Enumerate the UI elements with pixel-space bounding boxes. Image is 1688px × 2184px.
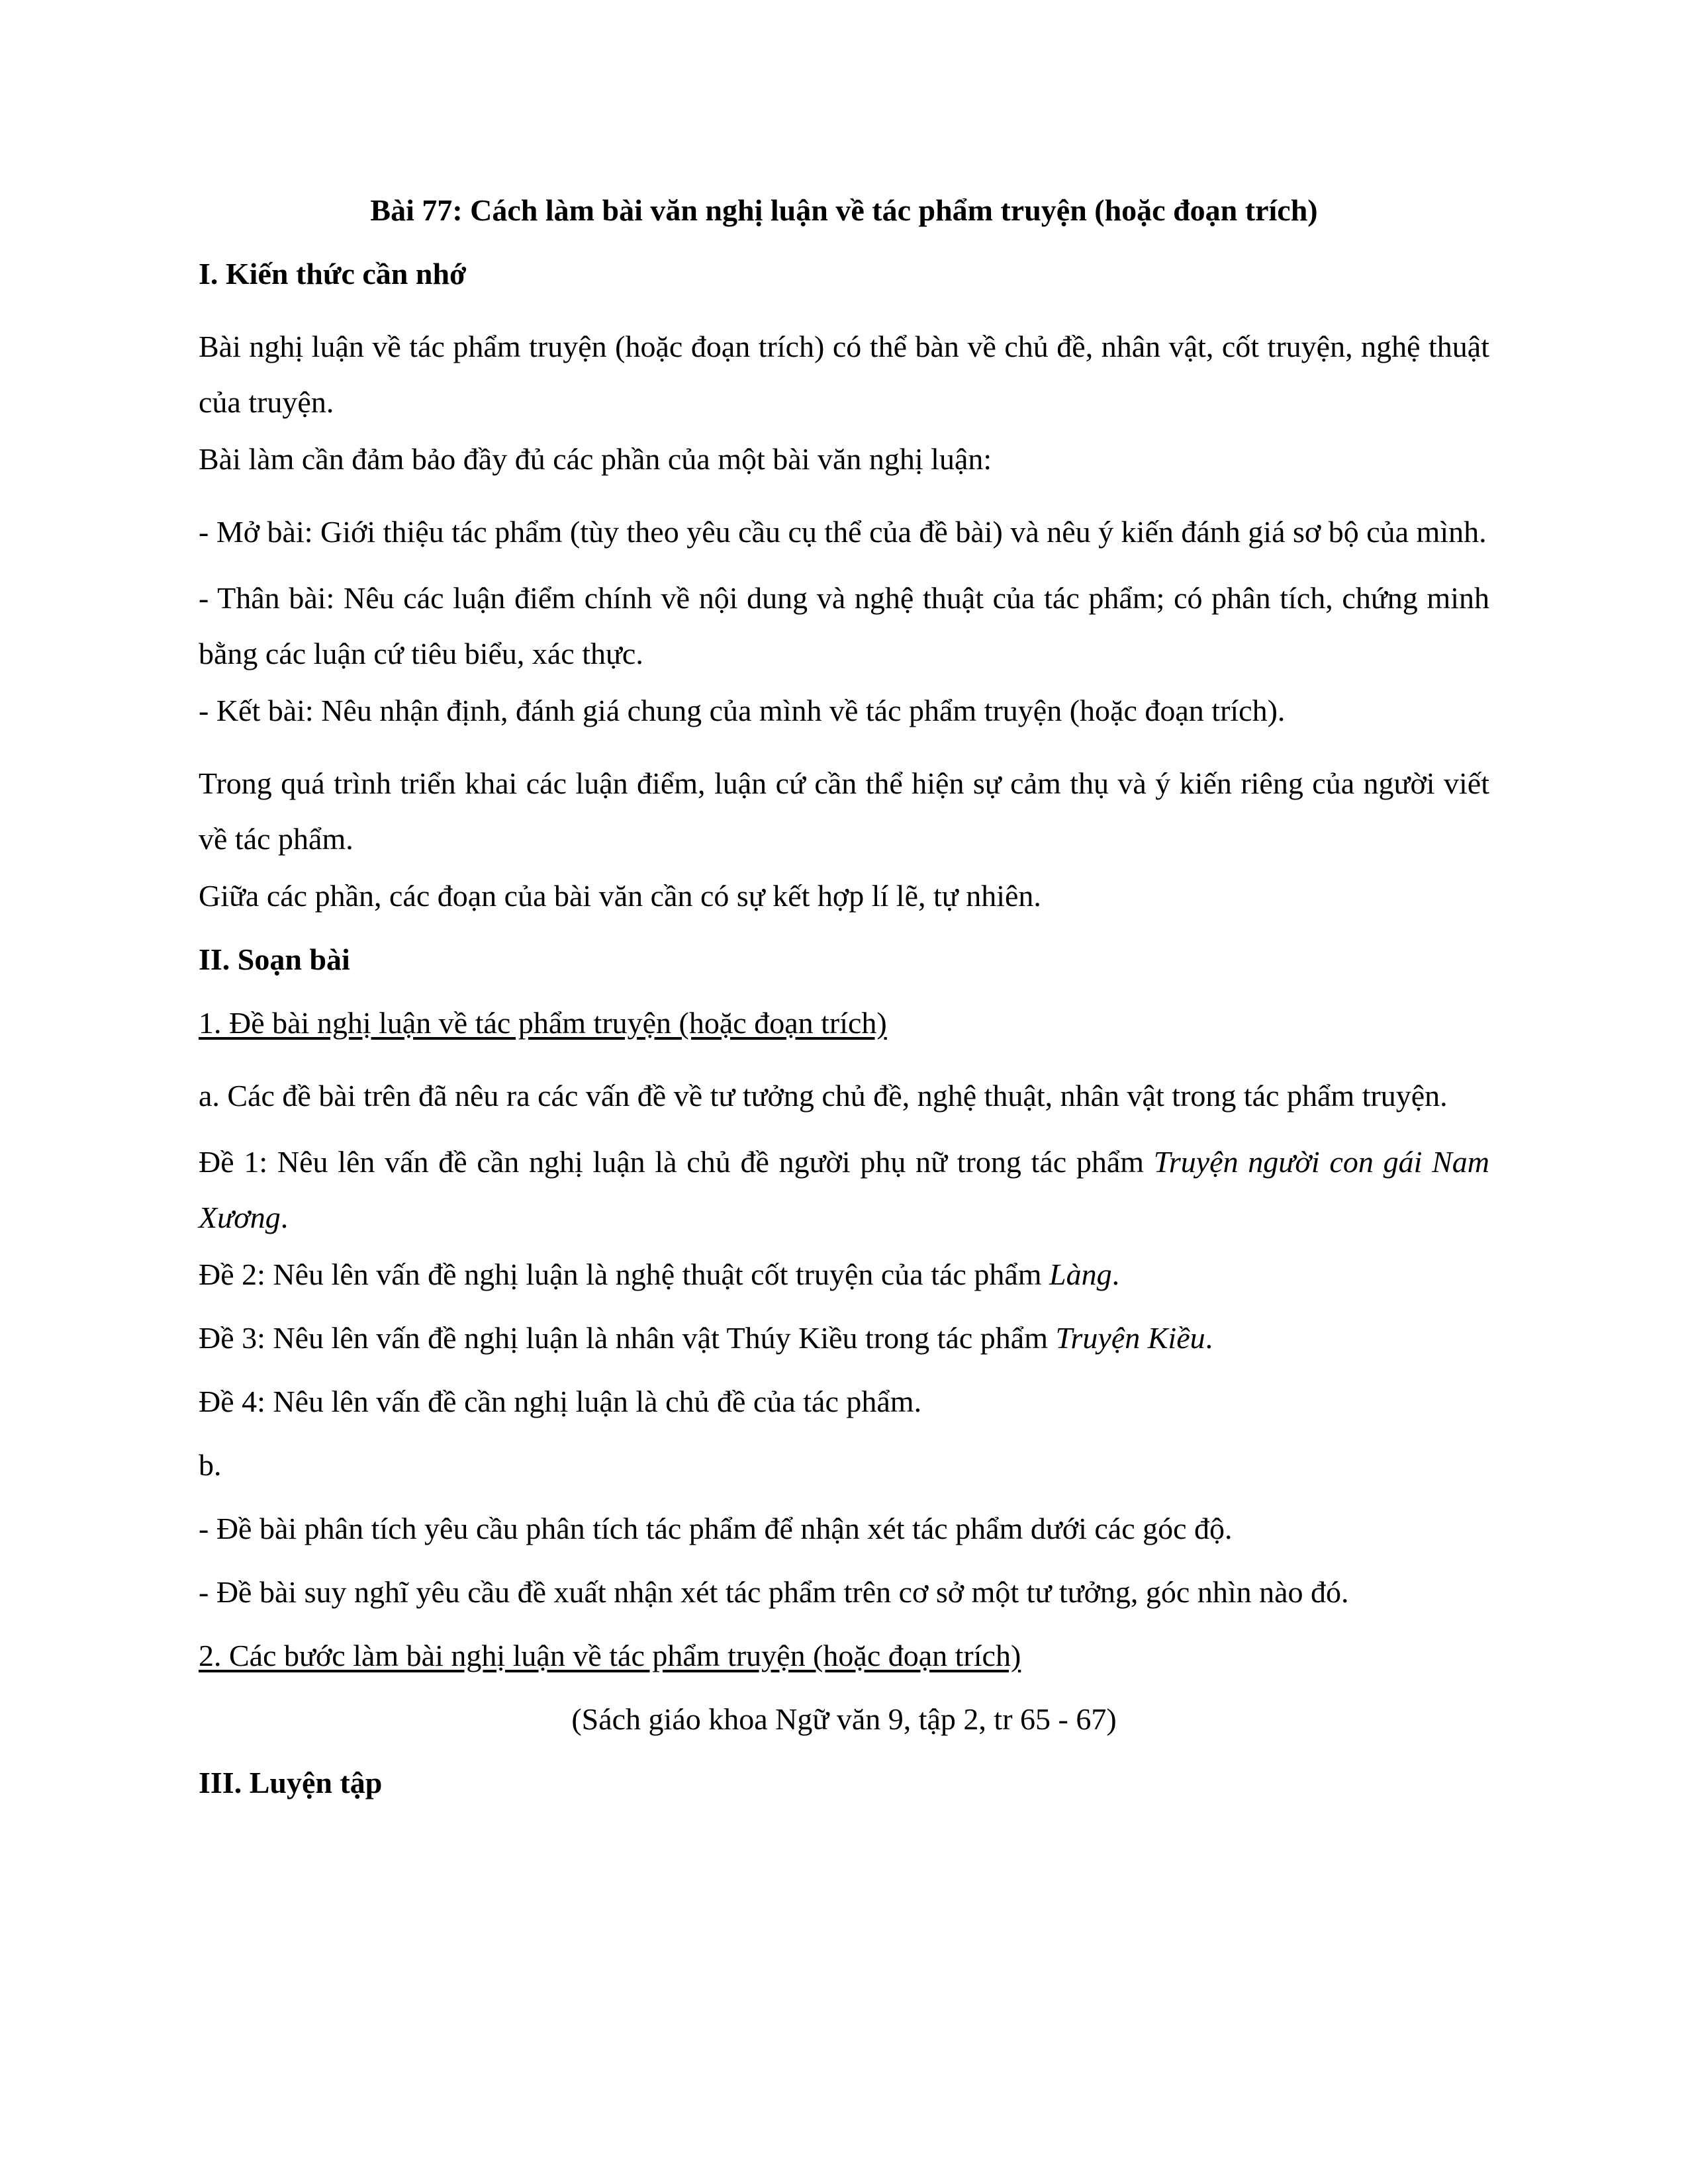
paragraph-de-2 xyxy=(199,1256,1489,1293)
de-3-text: Đề 3: Nêu lên vấn đề nghị luận là nhân vật Thúy Kiều trong tác phẩm xyxy=(199,1321,1056,1355)
de-3-work-title: Truyện Kiều xyxy=(1055,1321,1205,1355)
de-2-work-title: Làng xyxy=(1049,1257,1112,1291)
de-2-text: Đề 2: Nêu lên vấn đề nghị luận là nghệ thuật cốt truyện của tác phẩm xyxy=(199,1257,1050,1291)
section-heading-luyen-tap: III. Luyện tập xyxy=(199,1766,383,1799)
section-heading-soan-bai: II. Soạn bài xyxy=(199,942,350,976)
document-title: Bài 77: Cách làm bài văn nghị luận về tác phẩm truyện (hoặc đoạn trích) xyxy=(370,193,1318,227)
paragraph-ket-bai: - Kết bài: Nêu nhận định, đánh giá chung của mình về tác phẩm truyện (hoặc đoạn trích). xyxy=(199,694,1286,727)
subheading-cac-buoc: 2. Các bước làm bài nghị luận về tác phẩm truyện (hoặc đoạn trích) xyxy=(199,1639,1021,1672)
paragraph-b-suy-nghi: - Đề bài suy nghĩ yêu cầu đề xuất nhận xét tác phẩm trên cơ sở một tư tưởng, góc nhìn nào đó. xyxy=(199,1575,1349,1609)
paragraph-trien-khai: Trong quá trình triển khai các luận điểm, luận cứ cần thể hiện sự cảm thụ và ý kiến riêng của người viết về tác phẩm. xyxy=(199,766,1489,856)
de-1-period: . xyxy=(280,1201,289,1234)
paragraph-requirements: Bài làm cần đảm bảo đầy đủ các phần của một bài văn nghị luận: xyxy=(199,442,992,476)
paragraph-mo-bai: - Mở bài: Giới thiệu tác phẩm (tùy theo yêu cầu cụ thể của đề bài) và nêu ý kiến đánh giá sơ bộ của mình. xyxy=(199,515,1487,549)
textbook-reference: (Sách giáo khoa Ngữ văn 9, tập 2, tr 65 - 67) xyxy=(571,1702,1117,1736)
subheading-de-bai: 1. Đề bài nghị luận về tác phẩm truyện (hoặc đoạn trích) xyxy=(199,1006,887,1040)
paragraph-de-4: Đề 4: Nêu lên vấn đề cần nghị luận là chủ đề của tác phẩm. xyxy=(199,1385,922,1418)
paragraph-than-bai: - Thân bài: Nêu các luận điểm chính về nội dung và nghệ thuật của tác phẩm; có phân tích, chứng minh bằng các luận cứ tiêu biểu, xác thực. xyxy=(199,581,1489,670)
de-3-period: . xyxy=(1205,1321,1213,1355)
document-page xyxy=(199,192,1489,1828)
paragraph-de-3 xyxy=(199,1320,1489,1357)
paragraph-b-phan-tich: - Đề bài phân tích yêu cầu phân tích tác phẩm để nhận xét tác phẩm dưới các góc độ. xyxy=(199,1512,1233,1545)
paragraph-b: b. xyxy=(199,1448,222,1482)
paragraph-ket-hop: Giữa các phần, các đoạn của bài văn cần có sự kết hợp lí lẽ, tự nhiên. xyxy=(199,879,1041,913)
paragraph-de-1 xyxy=(199,1134,1489,1246)
paragraph-a: a. Các đề bài trên đã nêu ra các vấn đề về tư tưởng chủ đề, nghệ thuật, nhân vật trong tác phẩm truyện. xyxy=(199,1079,1448,1113)
de-1-text: Đề 1: Nêu lên vấn đề cần nghị luận là chủ đề người phụ nữ trong tác phẩm xyxy=(199,1145,1154,1179)
paragraph-intro: Bài nghị luận về tác phẩm truyện (hoặc đoạn trích) có thể bàn về chủ đề, nhân vật, cốt truyện, nghệ thuật của truyện. xyxy=(199,330,1489,419)
section-heading-kien-thuc: I. Kiến thức cần nhớ xyxy=(199,257,467,291)
de-1-work-title: Truyện người con gái Nam Xương xyxy=(199,1145,1489,1234)
de-2-period: . xyxy=(1111,1257,1120,1291)
